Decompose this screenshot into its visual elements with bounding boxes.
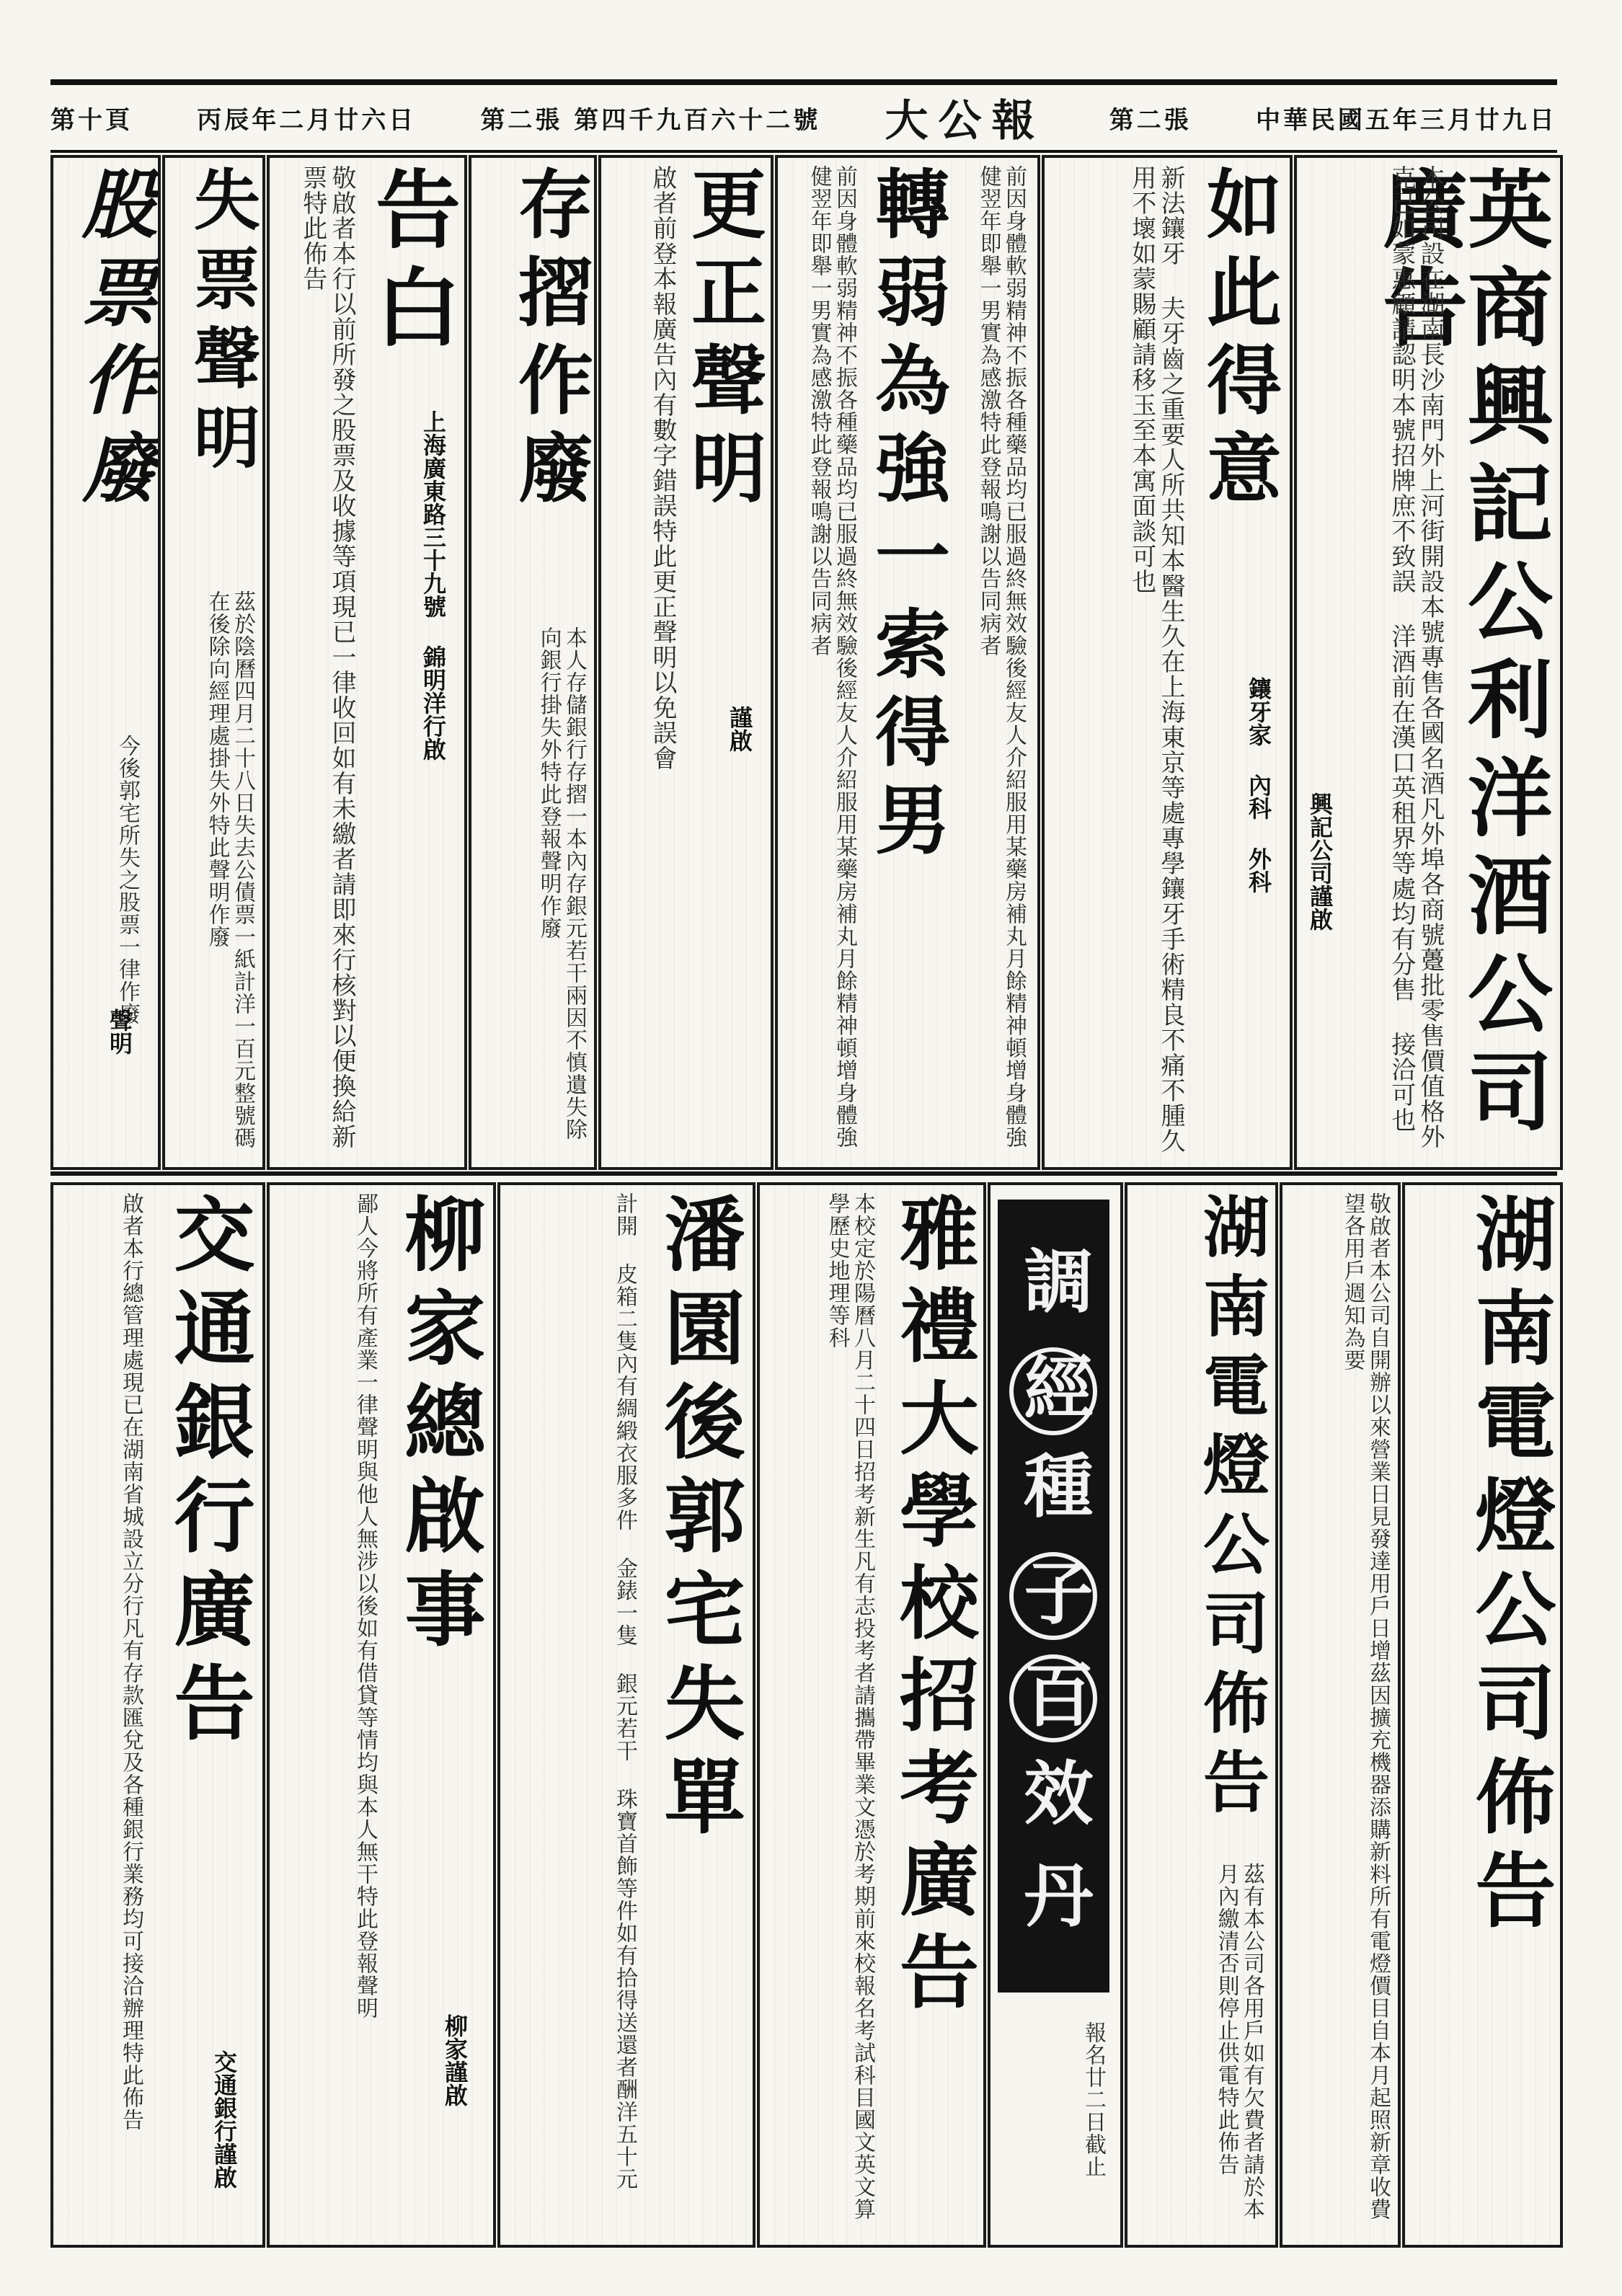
ad-body: 新法鑲牙 夫牙齒之重要人所共知本醫生久在上海東京等處專學鑲牙手術精良不痛不腫久用不壞如蒙賜顧請移玉至本寓面談可也 xyxy=(1127,165,1185,1153)
headline-char: 種 xyxy=(1013,1450,1094,1538)
notice-headline: 潘園後郭宅失單 xyxy=(651,1192,745,1848)
headline-char: 丹 xyxy=(1013,1859,1094,1947)
notice-body: 本人存儲銀行存摺一本內存銀元若干兩因不慎遺失除向銀行掛失外特此登報聲明作廢 xyxy=(536,626,587,1140)
ad-body: 報名廿二日截止 xyxy=(1081,2021,1106,2178)
circled-char: 子 xyxy=(1009,1552,1097,1640)
ad-medicine-testimonial xyxy=(775,155,1040,1170)
circled-char: 經 xyxy=(1009,1347,1097,1435)
notice-signature: 柳家謹啟 xyxy=(441,2014,469,2106)
ad-hunan-electric-1 xyxy=(1402,1182,1563,2248)
masthead-date: 中華民國五年三月廿九日 xyxy=(1255,105,1557,135)
dark-headline-box xyxy=(998,1200,1109,1993)
notice-correction xyxy=(598,155,774,1170)
circled-char: 百 xyxy=(1009,1654,1097,1742)
page-number: 第十頁 xyxy=(50,105,133,135)
ad-headline: 湖南電燈公司佈告 xyxy=(1462,1192,1556,1942)
ad-headline: 如此得意 xyxy=(1194,165,1282,517)
headline-char: 效 xyxy=(1013,1757,1094,1845)
ad-headline: 交通銀行廣告 xyxy=(161,1192,255,1755)
ad-body: 本公司設在湖南長沙南門外上河街開設本號專售各國名酒凡外埠各商號躉批零售價值格外克己如蒙惠顧請認明本號招牌庶不致誤 洋酒前在漢口英租界等處均有分售 接洽可也 xyxy=(1386,165,1445,1149)
ad-signature: 交通銀行謹啟 xyxy=(210,2050,238,2189)
ad-headline: 湖南電燈公司佈告 xyxy=(1192,1192,1270,1827)
ad-body: 本校定於陽曆八月二十四日招考新生凡有志投考者請攜帶畢業文憑於考期前來校報名考試科目國文英文算學歷史地理等科 xyxy=(824,1192,875,2220)
masthead-calendar: 丙辰年二月廿六日 xyxy=(197,105,417,135)
headline-char: 調 xyxy=(1013,1245,1094,1333)
ad-hunan-electric-2 xyxy=(1125,1182,1278,2248)
notice-guo-lost-list xyxy=(497,1182,755,2248)
ad-headline: 轉弱為強一索得男 xyxy=(862,165,951,869)
notice-signature: 謹啟 xyxy=(726,706,753,752)
notice-headline: 股票作廢 xyxy=(69,165,158,517)
notice-body: 茲於陰曆四月二十八日失去公債票一紙計洋一百元整號碼在後除向經理處掛失外特此聲明作廢 xyxy=(204,590,255,1149)
ad-yali-college xyxy=(757,1182,986,2248)
notice-headline: 失票聲明 xyxy=(183,165,261,482)
notice-body: 鄙人今將所有產業一律聲明與他人無涉以後如有借貸等情均與本人無干特此登報聲明 xyxy=(353,1192,378,2019)
notice-headline: 告白 xyxy=(361,165,461,361)
notice-body: 啟者前登本報廣告內有數字錯誤特此更正聲明以免誤會 xyxy=(648,165,677,771)
notice-signature: 聲明 xyxy=(106,1009,133,1055)
ad-body-left: 前因身體軟弱精神不振各種藥品均已服過終無效驗後經友人介紹服用某藥房補丸月餘精神頓增身體強健翌年即舉一男實為感激特此登報鳴謝以告同病者 xyxy=(806,165,857,1148)
middle-divider xyxy=(50,1171,1557,1176)
ad-body: 茲有本公司各用戶如有欠費者請於本月內繳清否則停止供電特此佈告 xyxy=(1213,1863,1264,2220)
ad-dental xyxy=(1042,155,1293,1170)
ad-headline: 英商興記公利洋酒公司廣告 xyxy=(1368,165,1554,1145)
masthead-edition: 第二張 第四千九百六十二號 xyxy=(480,105,821,135)
notice-body: 今後郭宅所失之股票一律作廢 xyxy=(115,735,140,1025)
ad-signature: 鑲牙家 內科 外科 xyxy=(1245,677,1272,893)
notice-signature: 上海廣東路三十九號 錦明洋行啟 xyxy=(420,410,447,761)
notice-passbook-void xyxy=(469,155,597,1170)
notice-body: 敬啟者本行以前所發之股票及收據等項現已一律收回如有未繳者請即來行核對以便換給新票特此佈告 xyxy=(298,165,356,1149)
ad-body: 啟者本行總管理處現已在湖南省城設立分行凡有存款匯兌及各種銀行業務均可接洽辦理特此佈告 xyxy=(118,1192,143,2131)
ad-bank-of-communications xyxy=(50,1182,265,2248)
ad-medicine-dark xyxy=(988,1182,1123,2248)
ad-body: 敬啟者本公司自開辦以來營業日見發達用戶日增茲因擴充機器添購新料所有電燈價目自本月起照新章收費望各用戶週知為要 xyxy=(1339,1192,1391,2220)
ad-yingshang-wine xyxy=(1294,155,1563,1170)
notice-stock-void xyxy=(50,155,161,1170)
ad-body: 前因身體軟弱精神不振各種藥品均已服過終無效驗後經友人介紹服用某藥房補丸月餘精神頓增身體強健翌年即舉一男實為感激特此登報鳴謝以告同病者 xyxy=(975,165,1027,1148)
ad-signature: 興記公司謹啟 xyxy=(1306,792,1334,931)
notice-headline: 存摺作廢 xyxy=(505,165,594,517)
notice-headline: 更正聲明 xyxy=(678,165,767,517)
masthead-page-marker: 第二張 xyxy=(1109,105,1192,135)
masthead xyxy=(50,79,1557,153)
notice-body: 計開 皮箱二隻內有綢緞衣服多件 金錶一隻 銀元若干 珠寶首飾等件如有拾得送還者酬洋五十元 xyxy=(612,1192,637,2190)
ad-hunan-electric-1-body xyxy=(1280,1182,1401,2248)
notice-liu-family xyxy=(267,1182,496,2248)
ad-headline xyxy=(1004,1238,1103,1954)
notice-headline: 柳家總啟事 xyxy=(391,1192,486,1661)
paper-title: 大公報 xyxy=(885,96,1045,146)
notice-announcement xyxy=(267,155,467,1170)
notice-lost-ticket xyxy=(162,155,265,1170)
ad-headline: 雅禮大學校招考廣告 xyxy=(887,1192,980,2023)
